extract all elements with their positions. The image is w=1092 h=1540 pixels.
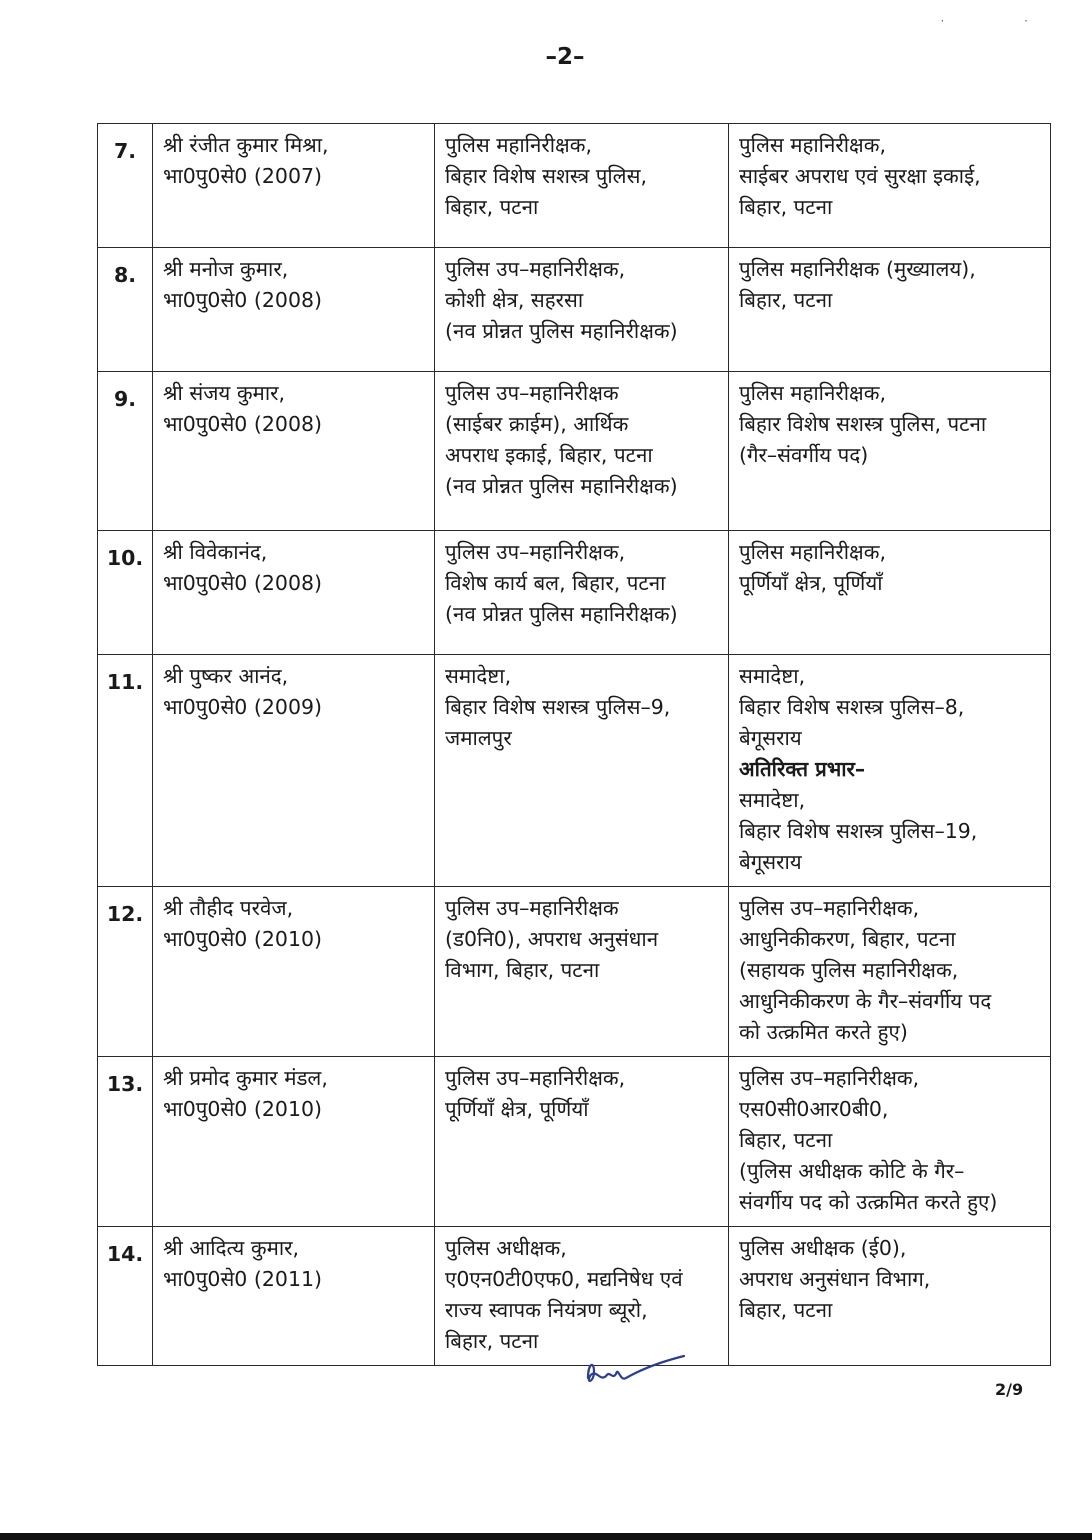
additional-charge-line: बिहार विशेष सशस्त्र पुलिस–19, (739, 819, 978, 843)
new-posting-cell (729, 1057, 1051, 1227)
officer-name: श्री तौहीद परवेज, (163, 896, 294, 920)
officer-service: भा0पु0से0 (2008) (163, 412, 323, 436)
current-posting-line: बिहार विशेष सशस्त्र पुलिस, (445, 164, 647, 188)
serial-number: 9. (98, 372, 153, 531)
officer-service: भा0पु0से0 (2009) (163, 695, 323, 719)
current-posting-line: (ड0नि0), अपराध अनुसंधान (445, 927, 659, 951)
officer-name-cell (153, 1227, 435, 1366)
new-posting-cell (729, 124, 1051, 248)
new-posting-line: पूर्णियाँ क्षेत्र, पूर्णियाँ (739, 571, 883, 595)
table-row (98, 372, 1051, 531)
new-posting-line: आधुनिकीकरण, बिहार, पटना (739, 927, 956, 951)
table-row (98, 124, 1051, 248)
current-posting-line: ए0एन0टी0एफ0, मद्यनिषेध एवं (445, 1267, 683, 1291)
new-posting-line: बिहार, पटना (739, 1128, 833, 1152)
new-posting-line: पुलिस उप–महानिरीक्षक, (739, 1066, 920, 1090)
table-row (98, 655, 1051, 887)
page-marker: –2– (545, 44, 585, 70)
posting-table (97, 123, 1051, 1366)
serial-number: 12. (98, 887, 153, 1057)
table-row (98, 531, 1051, 655)
current-posting-line: समादेष्टा, (445, 664, 512, 688)
new-posting-line: (सहायक पुलिस महानिरीक्षक, (739, 958, 959, 982)
current-posting-cell (435, 1057, 729, 1227)
new-posting-line: बिहार, पटना (739, 1298, 833, 1322)
officer-name-cell (153, 248, 435, 372)
current-posting-line: पुलिस महानिरीक्षक, (445, 133, 593, 157)
table-row (98, 248, 1051, 372)
officer-service: भा0पु0से0 (2008) (163, 571, 323, 595)
officer-service: भा0पु0से0 (2010) (163, 1097, 323, 1121)
current-posting-cell (435, 1227, 729, 1366)
current-posting-cell (435, 655, 729, 887)
table-row (98, 1057, 1051, 1227)
current-posting-line: जमालपुर (445, 726, 512, 750)
current-posting-line: बिहार, पटना (445, 1329, 539, 1353)
officer-service: भा0पु0से0 (2011) (163, 1267, 323, 1291)
new-posting-line: एस0सी0आर0बी0, (739, 1097, 889, 1121)
new-posting-line: (पुलिस अधीक्षक कोटि के गैर– (739, 1159, 965, 1183)
new-posting-cell (729, 655, 1051, 887)
table-row (98, 1227, 1051, 1366)
current-posting-line: (नव प्रोन्नत पुलिस महानिरीक्षक) (445, 474, 678, 498)
officer-name-cell (153, 655, 435, 887)
new-posting-cell (729, 248, 1051, 372)
new-posting-line: पुलिस महानिरीक्षक, (739, 540, 887, 564)
officer-name-cell (153, 124, 435, 248)
officer-service: भा0पु0से0 (2008) (163, 288, 323, 312)
new-posting-line: (गैर–संवर्गीय पद) (739, 443, 869, 467)
serial-number: 14. (98, 1227, 153, 1366)
serial-number: 8. (98, 248, 153, 372)
current-posting-line: विभाग, बिहार, पटना (445, 958, 600, 982)
current-posting-line: पुलिस अधीक्षक, (445, 1236, 567, 1260)
bottom-edge-bar (0, 1533, 1092, 1540)
current-posting-cell (435, 248, 729, 372)
current-posting-line: पुलिस उप–महानिरीक्षक, (445, 257, 626, 281)
new-posting-line: आधुनिकीकरण के गैर–संवर्गीय पद (739, 989, 992, 1013)
new-posting-cell (729, 887, 1051, 1057)
officer-name: श्री आदित्य कुमार, (163, 1236, 300, 1260)
new-posting-line: साईबर अपराध एवं सुरक्षा इकाई, (739, 164, 981, 188)
new-posting-line: अपराध अनुसंधान विभाग, (739, 1267, 931, 1291)
current-posting-line: अपराध इकाई, बिहार, पटना (445, 443, 653, 467)
new-posting-line: बिहार, पटना (739, 195, 833, 219)
officer-name: श्री संजय कुमार, (163, 381, 286, 405)
current-posting-cell (435, 887, 729, 1057)
current-posting-line: राज्य स्वापक नियंत्रण ब्यूरो, (445, 1298, 648, 1322)
current-posting-line: पुलिस उप–महानिरीक्षक (445, 381, 619, 405)
current-posting-cell (435, 372, 729, 531)
current-posting-line: बिहार विशेष सशस्त्र पुलिस–9, (445, 695, 671, 719)
new-posting-line: पुलिस महानिरीक्षक (मुख्यालय), (739, 257, 976, 281)
officer-name-cell (153, 1057, 435, 1227)
current-posting-line: (साईबर क्राईम), आर्थिक (445, 412, 629, 436)
officer-name: श्री मनोज कुमार, (163, 257, 289, 281)
new-posting-cell (729, 372, 1051, 531)
new-posting-line: पुलिस महानिरीक्षक, (739, 381, 887, 405)
new-posting-line: पुलिस अधीक्षक (ई0), (739, 1236, 907, 1260)
new-posting-cell (729, 531, 1051, 655)
signature-mark (580, 1352, 690, 1394)
current-posting-line: पुलिस उप–महानिरीक्षक, (445, 1066, 626, 1090)
scan-specks: · · (940, 14, 1066, 28)
current-posting-line: (नव प्रोन्नत पुलिस महानिरीक्षक) (445, 602, 678, 626)
officer-name-cell (153, 372, 435, 531)
table-row (98, 887, 1051, 1057)
page-fraction: 2/9 (995, 1380, 1024, 1399)
additional-charge-line: समादेष्टा, (739, 788, 806, 812)
additional-charge-line: बेगूसराय (739, 850, 802, 874)
current-posting-line: विशेष कार्य बल, बिहार, पटना (445, 571, 666, 595)
current-posting-line: (नव प्रोन्नत पुलिस महानिरीक्षक) (445, 319, 678, 343)
new-posting-line: बिहार विशेष सशस्त्र पुलिस, पटना (739, 412, 987, 436)
current-posting-line: पुलिस उप–महानिरीक्षक, (445, 540, 626, 564)
officer-service: भा0पु0से0 (2007) (163, 164, 323, 188)
new-posting-cell (729, 1227, 1051, 1366)
current-posting-line: पूर्णियाँ क्षेत्र, पूर्णियाँ (445, 1097, 589, 1121)
additional-charge-label: अतिरिक्त प्रभार– (739, 757, 866, 781)
officer-name: श्री रंजीत कुमार मिश्रा, (163, 133, 329, 157)
current-posting-line: पुलिस उप–महानिरीक्षक (445, 896, 619, 920)
current-posting-line: बिहार, पटना (445, 195, 539, 219)
new-posting-line: पुलिस महानिरीक्षक, (739, 133, 887, 157)
officer-name: श्री विवेकानंद, (163, 540, 268, 564)
new-posting-line: को उत्क्रमित करते हुए) (739, 1020, 908, 1044)
serial-number: 13. (98, 1057, 153, 1227)
current-posting-cell (435, 531, 729, 655)
serial-number: 10. (98, 531, 153, 655)
new-posting-line: संवर्गीय पद को उत्क्रमित करते हुए) (739, 1190, 998, 1214)
current-posting-line: कोशी क्षेत्र, सहरसा (445, 288, 584, 312)
serial-number: 7. (98, 124, 153, 248)
officer-name-cell (153, 531, 435, 655)
serial-number: 11. (98, 655, 153, 887)
new-posting-line: बिहार विशेष सशस्त्र पुलिस–8, (739, 695, 965, 719)
officer-name: श्री प्रमोद कुमार मंडल, (163, 1066, 328, 1090)
officer-name: श्री पुष्कर आनंद, (163, 664, 289, 688)
officer-service: भा0पु0से0 (2010) (163, 927, 323, 951)
current-posting-cell (435, 124, 729, 248)
new-posting-line: बिहार, पटना (739, 288, 833, 312)
new-posting-line: समादेष्टा, (739, 664, 806, 688)
officer-name-cell (153, 887, 435, 1057)
new-posting-line: पुलिस उप–महानिरीक्षक, (739, 896, 920, 920)
new-posting-line: बेगूसराय (739, 726, 802, 750)
